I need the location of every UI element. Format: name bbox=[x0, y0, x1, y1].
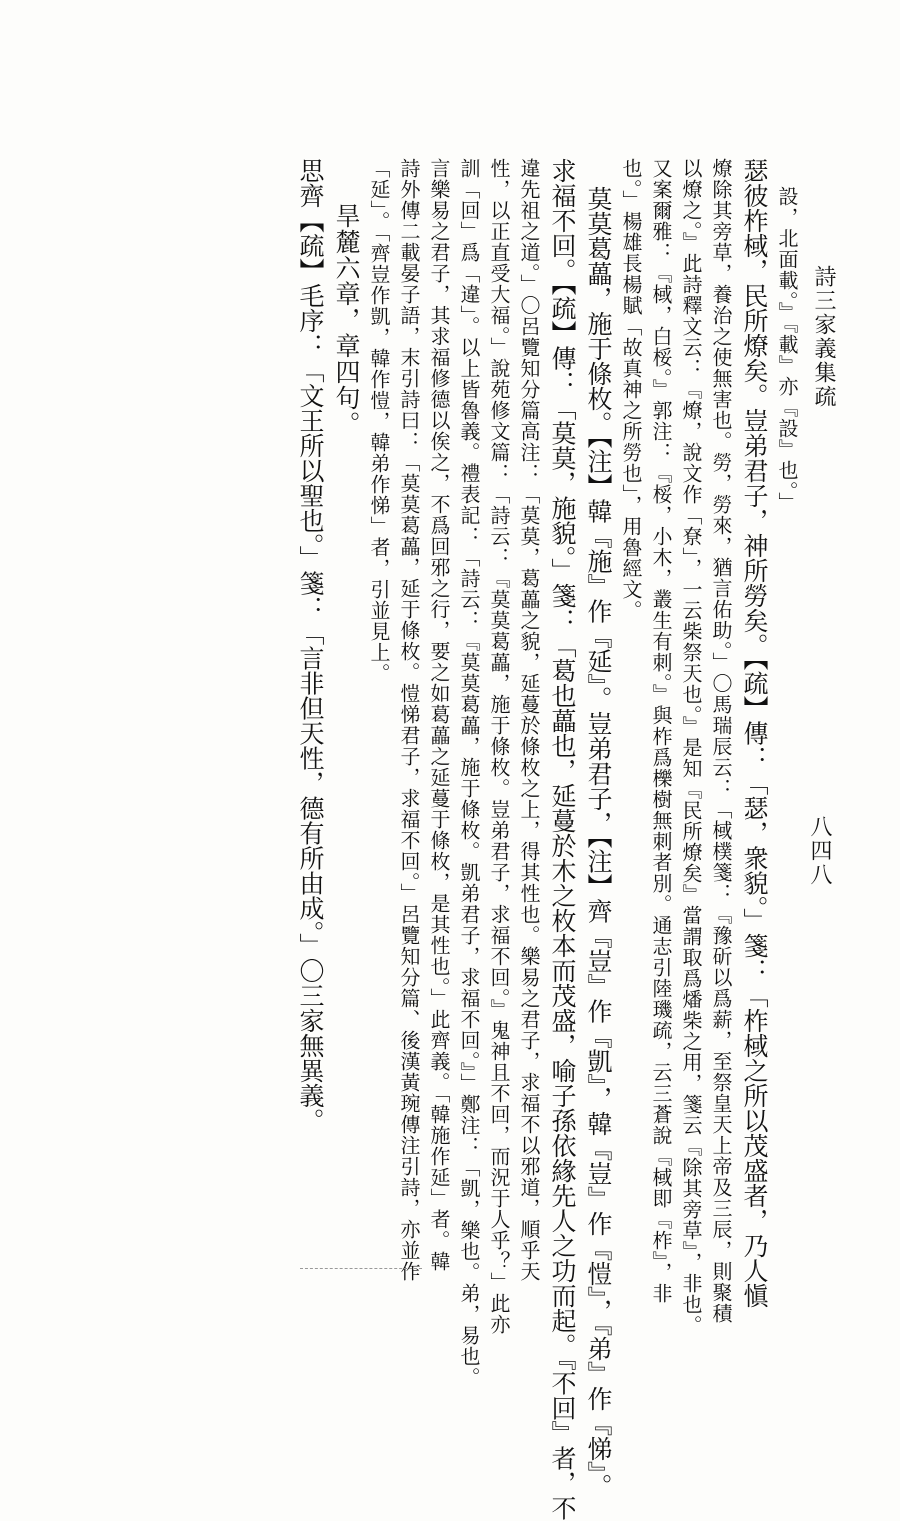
verse-line: 瑟彼柞棫，民所燎矣。豈弟君子，神所勞矣。【疏】傳：「瑟，衆貌。」箋：「柞棫之所以茂盛者，乃人愼 bbox=[740, 158, 769, 1308]
text-line: 設，北面載。』『載』亦『設』也。」 bbox=[775, 186, 799, 513]
verse-line: 求福不回。【疏】傳：「莫莫，施貌。」箋：「葛也藟也，延蔓於木之枚本而茂盛，喻子孫依緣先人之功而起。『不回』者，不 bbox=[548, 158, 577, 1521]
verse-line: 莫莫葛藟，施于條枚。【注】韓『施』作『延』。豈弟君子，【注】齊『豈』作『凱』，韓『豈』作『愷』，『弟』作『悌』。 bbox=[584, 186, 613, 1499]
text-line: 「延」。「齊豈作凱，韓作愷，韓弟作悌」者，引並見上。 bbox=[367, 158, 391, 684]
text-line: 以燎之。』此詩釋文云：『燎，說文作「尞」，一云柴祭天也。』是知『民所燎矣』當謂取爲燔柴之用，箋云『除其旁草』，非也。 bbox=[679, 158, 703, 1336]
scan-artifact-line bbox=[300, 1268, 422, 1269]
text-line: 也。」楊雄長楊賦「故真神之所勞也」，用魯經文。 bbox=[619, 158, 643, 621]
page-number: 八四八 bbox=[807, 815, 832, 887]
text-line: 性，以正直受大福。」說苑修文篇：「詩云：『莫莫葛藟，施于條枚。豈弟君子，求福不回。』鬼神且不回，而況于人乎？」此亦 bbox=[487, 158, 511, 1335]
text-line: 言樂易之君子，其求福修德以俟之，不爲回邪之行，要之如葛藟之延蔓于條枚，是其性也。」此齊義。「韓施作延」者。韓 bbox=[427, 158, 451, 1272]
text-line: 訓「回」爲「違」。以上皆魯義。禮表記：「詩云：『莫莫葛藟，施于條枚。凱弟君子，求福不回。』」鄭注：「凱，樂也。弟，易也。 bbox=[457, 158, 481, 1388]
running-header-title: 詩三家義集疏 bbox=[811, 265, 836, 409]
text-line: 違先祖之道。」〇呂覽知分篇高注：「莫莫，葛藟之貌，延蔓於條枚之上，得其性也。樂易之君子，求福不以邪道，順乎天 bbox=[517, 158, 541, 1282]
chapter-summary: 旱麓六章，章四句。 bbox=[332, 203, 361, 437]
text-line: 詩外傳二載晏子語，末引詩曰：「莫莫葛藟，延于條枚。愷悌君子，求福不回。」呂覽知分篇、後漢黃琬傳注引詩，亦並作 bbox=[397, 158, 421, 1282]
vertical-text-body bbox=[162, 158, 802, 1521]
poem-title-line: 思齊【疏】毛序：「文王所以聖也。」箋：「言非但天性，德有所由成。」〇三家無異義。 bbox=[296, 158, 325, 1133]
text-line: 燎除其旁草，養治之使無害也。勞，勞來，猶言佑助。」〇馬瑞辰云：「棫樸箋：『豫斫以爲薪，至祭皇天上帝及三辰，則聚積 bbox=[709, 158, 733, 1324]
text-line: 又案爾雅：『棫，白桵。』郭注：『桵，小木，叢生有刺。』與柞爲櫟樹無刺者別。通志引陸璣疏，云三蒼說『棫即『柞』，非 bbox=[649, 158, 673, 1304]
